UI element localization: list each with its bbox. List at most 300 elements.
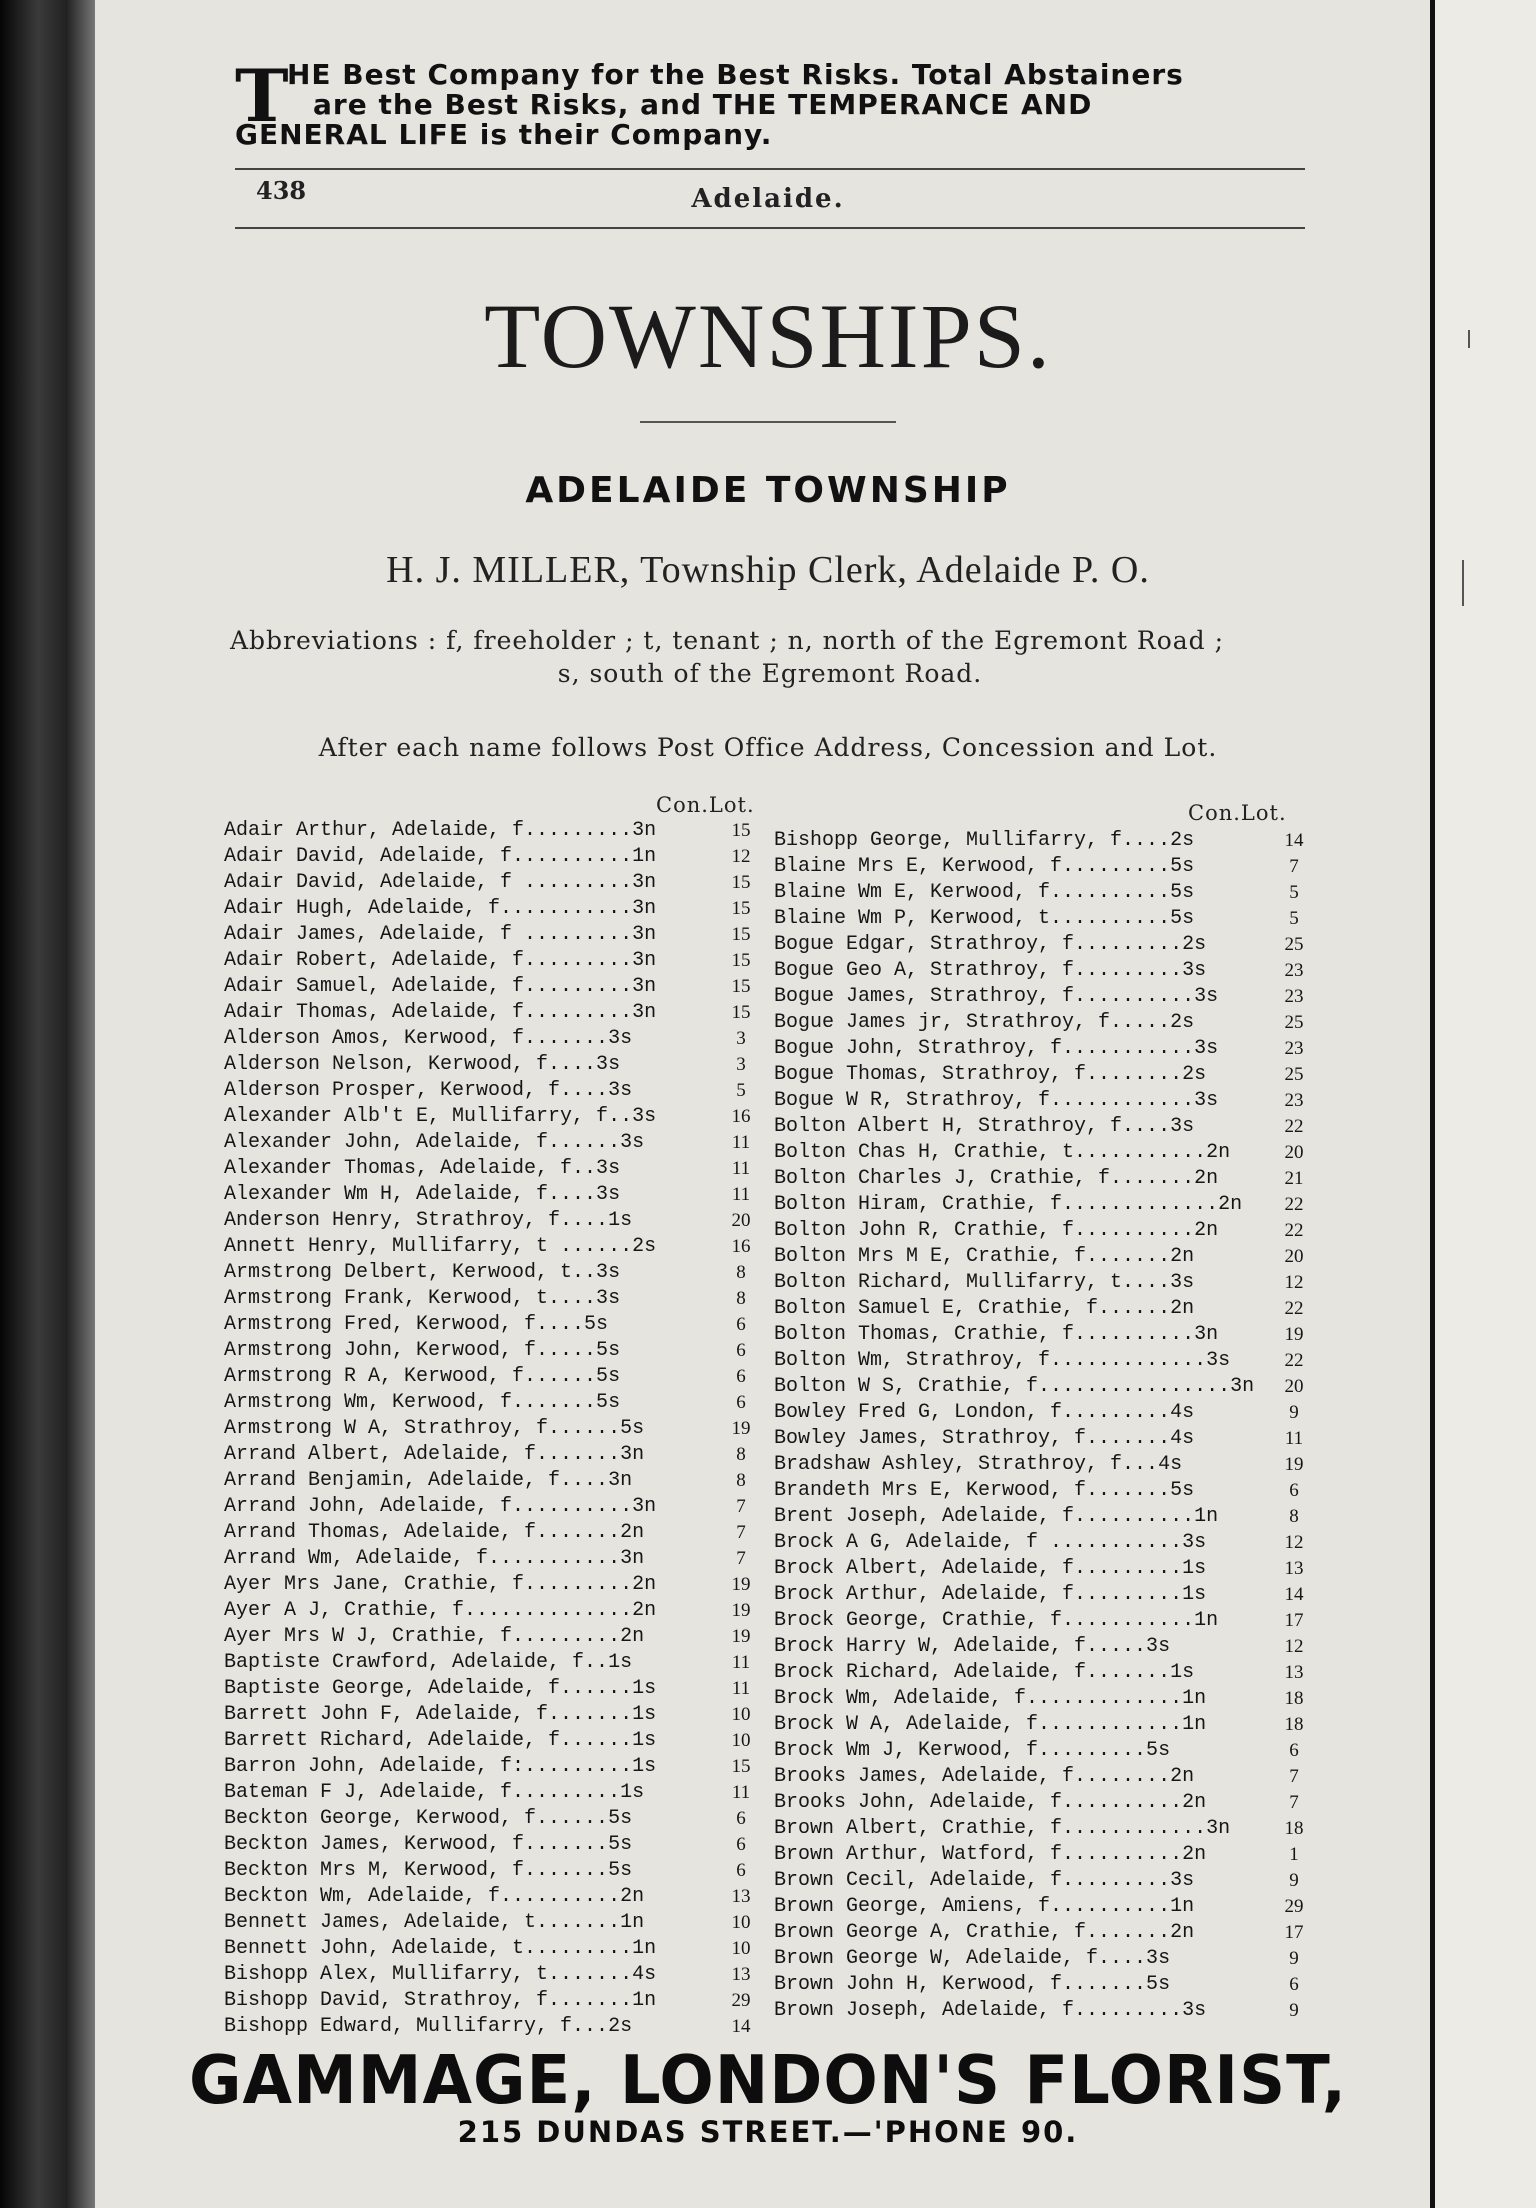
entry-name-address: Armstrong W A, Strathroy, f......5s [224,1417,645,1440]
entry-lot: 8 [736,1288,746,1309]
entry-name-address: Brock Arthur, Adelaide, f.........1s [774,1583,1207,1606]
entry-name-address: Adair Arthur, Adelaide, f.........3n [224,819,657,842]
entry-lot: 19 [1284,1324,1304,1345]
entry-name-address: Adair David, Adelaide, f..........1n [224,845,657,868]
entry-lot: 23 [1284,986,1304,1007]
entry-name-address: Bolton Hiram, Crathie, f.............2n [774,1193,1243,1216]
advert-drop-cap: T [235,53,289,138]
entry-name-address: Brock A G, Adelaide, f ...........3s [774,1531,1207,1554]
directory-entry [224,1962,762,1988]
directory-entry [224,1754,762,1780]
directory-entry [224,1390,762,1416]
entry-name-address: Bishopp David, Strathroy, f.......1n [224,1989,657,2012]
entry-name-address: Brock Wm, Adelaide, f.............1n [774,1687,1207,1710]
header-rule-bottom [235,227,1305,229]
entry-lot: 15 [731,820,751,841]
entry-name-address: Brandeth Mrs E, Kerwood, f.......5s [774,1479,1195,1502]
entry-name-address: Adair Thomas, Adelaide, f.........3n [224,1001,657,1024]
entry-name-address: Bolton Charles J, Crathie, f.......2n [774,1167,1219,1190]
entry-name-address: Bowley Fred G, London, f.........4s [774,1401,1195,1424]
entry-name-address: Adair Samuel, Adelaide, f.........3n [224,975,657,998]
directory-entry [224,1598,762,1624]
directory-entry [774,1114,1316,1140]
entry-name-address: Bolton Wm, Strathroy, f.............3s [774,1349,1231,1372]
entry-lot: 14 [1284,1584,1304,1605]
directory-entry [224,1546,762,1572]
entry-lot: 23 [1284,1090,1304,1111]
entry-name-address: Bolton Richard, Mullifarry, t....3s [774,1271,1195,1294]
entry-lot: 15 [731,950,751,971]
entry-name-address: Alderson Prosper, Kerwood, f....3s [224,1079,633,1102]
directory-entry [774,1010,1316,1036]
entry-lot: 18 [1284,1714,1304,1735]
directory-entry [224,844,762,870]
directory-entry [774,1062,1316,1088]
entry-name-address: Adair David, Adelaide, f .........3n [224,871,657,894]
entry-lot: 1 [1289,1844,1299,1865]
entry-name-address: Brown John H, Kerwood, f.......5s [774,1973,1171,1996]
entry-name-address: Brown George A, Crathie, f.......2n [774,1921,1195,1944]
entry-name-address: Bishopp Alex, Mullifarry, t.......4s [224,1963,657,1986]
directory-entry [224,1936,762,1962]
directory-entry [774,1530,1316,1556]
entry-name-address: Brock Richard, Adelaide, f.......1s [774,1661,1195,1684]
entry-name-address: Bogue Edgar, Strathroy, f.........2s [774,933,1207,956]
entry-lot: 7 [736,1548,746,1569]
directory-entry [774,1556,1316,1582]
entry-lot: 11 [731,1158,751,1179]
directory-entry [224,1728,762,1754]
directory-entry [224,1520,762,1546]
entry-name-address: Bolton W S, Crathie, f................3n [774,1375,1255,1398]
entry-lot: 11 [731,1678,751,1699]
directory-entry [224,1000,762,1026]
abbreviations-line-1: Abbreviations : f, freeholder ; t, tenant ; n, north of the Egremont Road ; [230,626,1225,655]
abbreviations-note [230,624,1310,690]
entry-name-address: Bateman F J, Adelaide, f.........1s [224,1781,645,1804]
advert-line-3: GENERAL LIFE is their Company. [235,118,773,151]
entry-lot: 25 [1284,1012,1304,1033]
entry-name-address: Arrand Albert, Adelaide, f.......3n [224,1443,645,1466]
entry-lot: 18 [1284,1818,1304,1839]
bottom-advert-headline: GAMMAGE, LONDON'S FLORIST, [189,2042,1347,2120]
entry-lot: 9 [1289,1870,1299,1891]
directory-entry [224,896,762,922]
directory-entry [774,828,1316,854]
entry-name-address: Ayer Mrs Jane, Crathie, f.........2n [224,1573,657,1596]
entry-lot: 15 [731,1002,751,1023]
directory-entry [224,1624,762,1650]
entry-lot: 3 [736,1028,746,1049]
entry-lot: 15 [731,924,751,945]
directory-entry [224,1182,762,1208]
advert-line-2: are the Best Risks, and THE TEMPERANCE AND [313,88,1093,121]
directory-entry [224,1780,762,1806]
entry-name-address: Armstrong Wm, Kerwood, f.......5s [224,1391,621,1414]
directory-entry [774,1842,1316,1868]
entry-lot: 5 [1289,882,1299,903]
entry-name-address: Bishopp George, Mullifarry, f....2s [774,829,1195,852]
entry-lot: 17 [1284,1922,1304,1943]
directory-entry [774,1452,1316,1478]
directory-entry [774,1634,1316,1660]
entry-name-address: Bogue John, Strathroy, f...........3s [774,1037,1219,1060]
directory-entry [774,1920,1316,1946]
entry-name-address: Arrand Thomas, Adelaide, f.......2n [224,1521,645,1544]
entry-lot: 11 [731,1132,751,1153]
directory-entry [774,1296,1316,1322]
entry-lot: 6 [736,1808,746,1829]
directory-entry [774,1244,1316,1270]
entry-name-address: Bolton Chas H, Crathie, t...........2n [774,1141,1231,1164]
page-title: TOWNSHIPS. [484,285,1052,387]
top-advertisement [235,53,1305,151]
entry-name-address: Barron John, Adelaide, f:.........1s [224,1755,657,1778]
directory-entry [224,1312,762,1338]
entry-name-address: Bogue Geo A, Strathroy, f.........3s [774,959,1207,982]
entry-lot: 6 [1289,1740,1299,1761]
entry-lot: 6 [736,1340,746,1361]
right-column-header: Con.Lot. [1188,801,1287,825]
entry-lot: 6 [736,1366,746,1387]
entry-lot: 12 [1284,1272,1304,1293]
entry-name-address: Arrand Benjamin, Adelaide, f....3n [224,1469,633,1492]
entry-lot: 8 [1289,1506,1299,1527]
directory-entry [774,1036,1316,1062]
entry-lot: 11 [1284,1428,1304,1449]
directory-entry [774,1816,1316,1842]
entry-lot: 9 [1289,1402,1299,1423]
entry-lot: 20 [1284,1142,1304,1163]
title-divider [640,421,896,423]
entry-name-address: Blaine Wm P, Kerwood, t..........5s [774,907,1195,930]
entry-name-address: Beckton George, Kerwood, f......5s [224,1807,633,1830]
entry-name-address: Armstrong John, Kerwood, f.....5s [224,1339,621,1362]
entry-lot: 19 [731,1418,751,1439]
entry-lot: 22 [1284,1298,1304,1319]
entry-name-address: Brock Albert, Adelaide, f.........1s [774,1557,1207,1580]
directory-entry [224,1260,762,1286]
entry-lot: 22 [1284,1220,1304,1241]
directory-entry [774,1088,1316,1114]
entry-name-address: Bogue W R, Strathroy, f............3s [774,1089,1219,1112]
entry-lot: 15 [731,898,751,919]
entry-lot: 10 [731,1912,751,1933]
entry-lot: 16 [731,1106,751,1127]
directory-entry [224,870,762,896]
entry-lot: 15 [731,1756,751,1777]
directory-entry [224,1858,762,1884]
directory-entry [224,1416,762,1442]
entry-lot: 8 [736,1470,746,1491]
directory-entry [774,958,1316,984]
entry-lot: 7 [1289,856,1299,877]
entry-name-address: Armstrong R A, Kerwood, f......5s [224,1365,621,1388]
entry-lot: 11 [731,1782,751,1803]
entry-name-address: Bogue Thomas, Strathroy, f........2s [774,1063,1207,1086]
entry-name-address: Bennett John, Adelaide, t.........1n [224,1937,657,1960]
entry-lot: 19 [731,1574,751,1595]
directory-entry [224,1052,762,1078]
entry-lot: 11 [731,1652,751,1673]
entry-lot: 17 [1284,1610,1304,1631]
entry-name-address: Bogue James jr, Strathroy, f.....2s [774,1011,1195,1034]
entry-name-address: Bolton Mrs M E, Crathie, f.......2n [774,1245,1195,1268]
entry-name-address: Brown Arthur, Watford, f..........2n [774,1843,1207,1866]
left-column-header: Con.Lot. [656,793,755,817]
directory-entry [224,1104,762,1130]
entry-lot: 15 [731,872,751,893]
directory-entry [774,906,1316,932]
entry-name-address: Bogue James, Strathroy, f..........3s [774,985,1219,1008]
directory-entry [774,1374,1316,1400]
entry-lot: 3 [736,1054,746,1075]
entry-lot: 13 [731,1886,751,1907]
directory-entry [224,1286,762,1312]
entry-name-address: Barrett John F, Adelaide, f.......1s [224,1703,657,1726]
directory-entry [224,922,762,948]
entry-lot: 13 [1284,1662,1304,1683]
entry-name-address: Brown Albert, Crathie, f............3n [774,1817,1231,1840]
directory-entry [774,1192,1316,1218]
directory-entry [224,1338,762,1364]
entry-lot: 6 [736,1860,746,1881]
entry-name-address: Baptiste George, Adelaide, f......1s [224,1677,657,1700]
entry-lot: 15 [731,976,751,997]
entry-lot: 7 [1289,1792,1299,1813]
entry-name-address: Brent Joseph, Adelaide, f..........1n [774,1505,1219,1528]
page-number: 438 [256,176,307,205]
directory-entry [224,1156,762,1182]
entry-lot: 9 [1289,1948,1299,1969]
entry-lot: 20 [1284,1246,1304,1267]
entry-lot: 14 [1284,830,1304,851]
entry-lot: 10 [731,1730,751,1751]
entry-name-address: Blaine Wm E, Kerwood, f..........5s [774,881,1195,904]
entry-name-address: Brown Joseph, Adelaide, f.........3s [774,1999,1207,2022]
directory-entry [774,1790,1316,1816]
right-directory-column [774,828,1316,2024]
directory-entry [224,1572,762,1598]
directory-entry [774,1400,1316,1426]
entry-lot: 7 [1289,1766,1299,1787]
entry-name-address: Alexander Wm H, Adelaide, f....3s [224,1183,621,1206]
directory-entry [774,1868,1316,1894]
margin-mark [1462,560,1464,606]
entry-name-address: Bradshaw Ashley, Strathroy, f...4s [774,1453,1183,1476]
directory-entry [774,880,1316,906]
entry-name-address: Brown George W, Adelaide, f....3s [774,1947,1171,1970]
entry-name-address: Bolton Samuel E, Crathie, f......2n [774,1297,1195,1320]
entry-lot: 18 [1284,1688,1304,1709]
entry-name-address: Barrett Richard, Adelaide, f......1s [224,1729,657,1752]
entry-lot: 19 [731,1600,751,1621]
directory-entry [224,1702,762,1728]
entry-lot: 22 [1284,1116,1304,1137]
entry-lot: 11 [731,1184,751,1205]
directory-entry [224,1130,762,1156]
entry-name-address: Brown Cecil, Adelaide, f.........3s [774,1869,1195,1892]
directory-entry [774,1894,1316,1920]
entry-name-address: Annett Henry, Mullifarry, t ......2s [224,1235,657,1258]
entry-name-address: Alexander Thomas, Adelaide, f..3s [224,1157,621,1180]
directory-entry [774,1764,1316,1790]
directory-entry [224,1364,762,1390]
entry-lot: 8 [736,1262,746,1283]
entry-name-address: Ayer A J, Crathie, f..............2n [224,1599,657,1622]
entry-lot: 13 [731,1964,751,1985]
directory-entry [774,1738,1316,1764]
directory-entry [774,1504,1316,1530]
advert-line-1: HE Best Company for the Best Risks. Total Abstainers [287,58,1184,91]
directory-entry [224,1442,762,1468]
entry-lot: 6 [736,1314,746,1335]
entry-name-address: Arrand John, Adelaide, f..........3n [224,1495,657,1518]
entry-name-address: Blaine Mrs E, Kerwood, f.........5s [774,855,1195,878]
abbreviations-line-2: s, south of the Egremont Road. [557,659,983,688]
address-order-note: After each name follows Post Office Address, Concession and Lot. [318,733,1218,762]
entry-name-address: Bennett James, Adelaide, t.......1n [224,1911,645,1934]
section-heading: ADELAIDE TOWNSHIP [525,470,1011,511]
directory-entry [224,1676,762,1702]
entry-lot: 12 [1284,1636,1304,1657]
entry-lot: 6 [1289,1974,1299,1995]
entry-name-address: Adair Hugh, Adelaide, f...........3n [224,897,657,920]
directory-entry [774,854,1316,880]
entry-lot: 13 [1284,1558,1304,1579]
directory-entry [774,1426,1316,1452]
entry-name-address: Bolton John R, Crathie, f..........2n [774,1219,1219,1242]
entry-name-address: Brooks John, Adelaide, f..........2n [774,1791,1207,1814]
directory-entry [224,1468,762,1494]
entry-name-address: Adair Robert, Adelaide, f.........3n [224,949,657,972]
directory-entry [224,1806,762,1832]
entry-name-address: Brock W A, Adelaide, f............1n [774,1713,1207,1736]
directory-entry [224,1208,762,1234]
entry-lot: 16 [731,1236,751,1257]
entry-lot: 29 [1284,1896,1304,1917]
directory-entry [774,1322,1316,1348]
directory-entry [224,1650,762,1676]
entry-name-address: Bolton Thomas, Crathie, f..........3n [774,1323,1219,1346]
entry-lot: 22 [1284,1194,1304,1215]
entry-lot: 10 [731,1704,751,1725]
entry-name-address: Beckton Mrs M, Kerwood, f.......5s [224,1859,633,1882]
entry-lot: 6 [736,1392,746,1413]
entry-lot: 23 [1284,960,1304,981]
entry-name-address: Arrand Wm, Adelaide, f...........3n [224,1547,645,1570]
directory-entry [774,1140,1316,1166]
directory-entry [224,1494,762,1520]
entry-lot: 5 [1289,908,1299,929]
entry-lot: 8 [736,1444,746,1465]
entry-name-address: Bolton Albert H, Strathroy, f....3s [774,1115,1195,1138]
directory-entry [774,1660,1316,1686]
directory-entry [774,1478,1316,1504]
directory-entry [224,818,762,844]
entry-name-address: Armstrong Delbert, Kerwood, t..3s [224,1261,621,1284]
entry-name-address: Brock George, Crathie, f...........1n [774,1609,1219,1632]
clerk-line: H. J. MILLER, Township Clerk, Adelaide P. O. [386,549,1150,591]
directory-entry [774,984,1316,1010]
bottom-advert-address: 215 DUNDAS STREET.—'PHONE 90. [457,2115,1079,2149]
entry-name-address: Ayer Mrs W J, Crathie, f.........2n [224,1625,645,1648]
entry-name-address: Bowley James, Strathroy, f.......4s [774,1427,1195,1450]
entry-lot: 7 [736,1522,746,1543]
directory-entry [774,1166,1316,1192]
entry-name-address: Beckton Wm, Adelaide, f..........2n [224,1885,645,1908]
entry-lot: 6 [736,1834,746,1855]
left-directory-column [224,818,762,2040]
entry-lot: 12 [1284,1532,1304,1553]
entry-lot: 7 [736,1496,746,1517]
directory-entry [224,1910,762,1936]
directory-entry [774,1972,1316,1998]
directory-entry [224,948,762,974]
directory-entry [774,1998,1316,2024]
entry-lot: 20 [731,1210,751,1231]
entry-lot: 19 [1284,1454,1304,1475]
entry-name-address: Brock Harry W, Adelaide, f.....3s [774,1635,1171,1658]
directory-entry [224,1988,762,2014]
entry-name-address: Adair James, Adelaide, f .........3n [224,923,657,946]
entry-name-address: Alderson Nelson, Kerwood, f....3s [224,1053,621,1076]
directory-entry [774,1608,1316,1634]
entry-lot: 5 [736,1080,746,1101]
entry-name-address: Baptiste Crawford, Adelaide, f..1s [224,1651,633,1674]
entry-lot: 9 [1289,2000,1299,2021]
entry-name-address: Anderson Henry, Strathroy, f....1s [224,1209,633,1232]
margin-mark [1468,330,1470,348]
running-head-title: Adelaide. [691,184,845,214]
entry-name-address: Brown George, Amiens, f..........1n [774,1895,1195,1918]
header-rule-top [235,168,1305,170]
entry-lot: 6 [1289,1480,1299,1501]
directory-entry [224,1234,762,1260]
entry-lot: 22 [1284,1350,1304,1371]
entry-name-address: Alderson Amos, Kerwood, f.......3s [224,1027,633,1050]
entry-lot: 23 [1284,1038,1304,1059]
entry-name-address: Beckton James, Kerwood, f.......5s [224,1833,633,1856]
directory-entry [774,1218,1316,1244]
directory-entry [774,1686,1316,1712]
entry-lot: 25 [1284,1064,1304,1085]
entry-lot: 10 [731,1938,751,1959]
entry-lot: 21 [1284,1168,1304,1189]
entry-lot: 14 [731,2016,751,2037]
entry-name-address: Brooks James, Adelaide, f........2n [774,1765,1195,1788]
entry-lot: 25 [1284,934,1304,955]
directory-entry [774,932,1316,958]
directory-entry [774,1946,1316,1972]
entry-lot: 29 [731,1990,751,2011]
directory-entry [224,2014,762,2040]
directory-entry [774,1348,1316,1374]
entry-name-address: Alexander John, Adelaide, f......3s [224,1131,645,1154]
entry-name-address: Armstrong Fred, Kerwood, f....5s [224,1313,609,1336]
entry-name-address: Brock Wm J, Kerwood, f.........5s [774,1739,1171,1762]
entry-lot: 19 [731,1626,751,1647]
directory-entry [774,1582,1316,1608]
entry-lot: 12 [731,846,751,867]
entry-name-address: Alexander Alb't E, Mullifarry, f..3s [224,1105,657,1128]
directory-entry [224,1884,762,1910]
directory-entry [224,1026,762,1052]
entry-lot: 20 [1284,1376,1304,1397]
directory-entry [224,974,762,1000]
entry-name-address: Armstrong Frank, Kerwood, t....3s [224,1287,621,1310]
directory-entry [774,1712,1316,1738]
